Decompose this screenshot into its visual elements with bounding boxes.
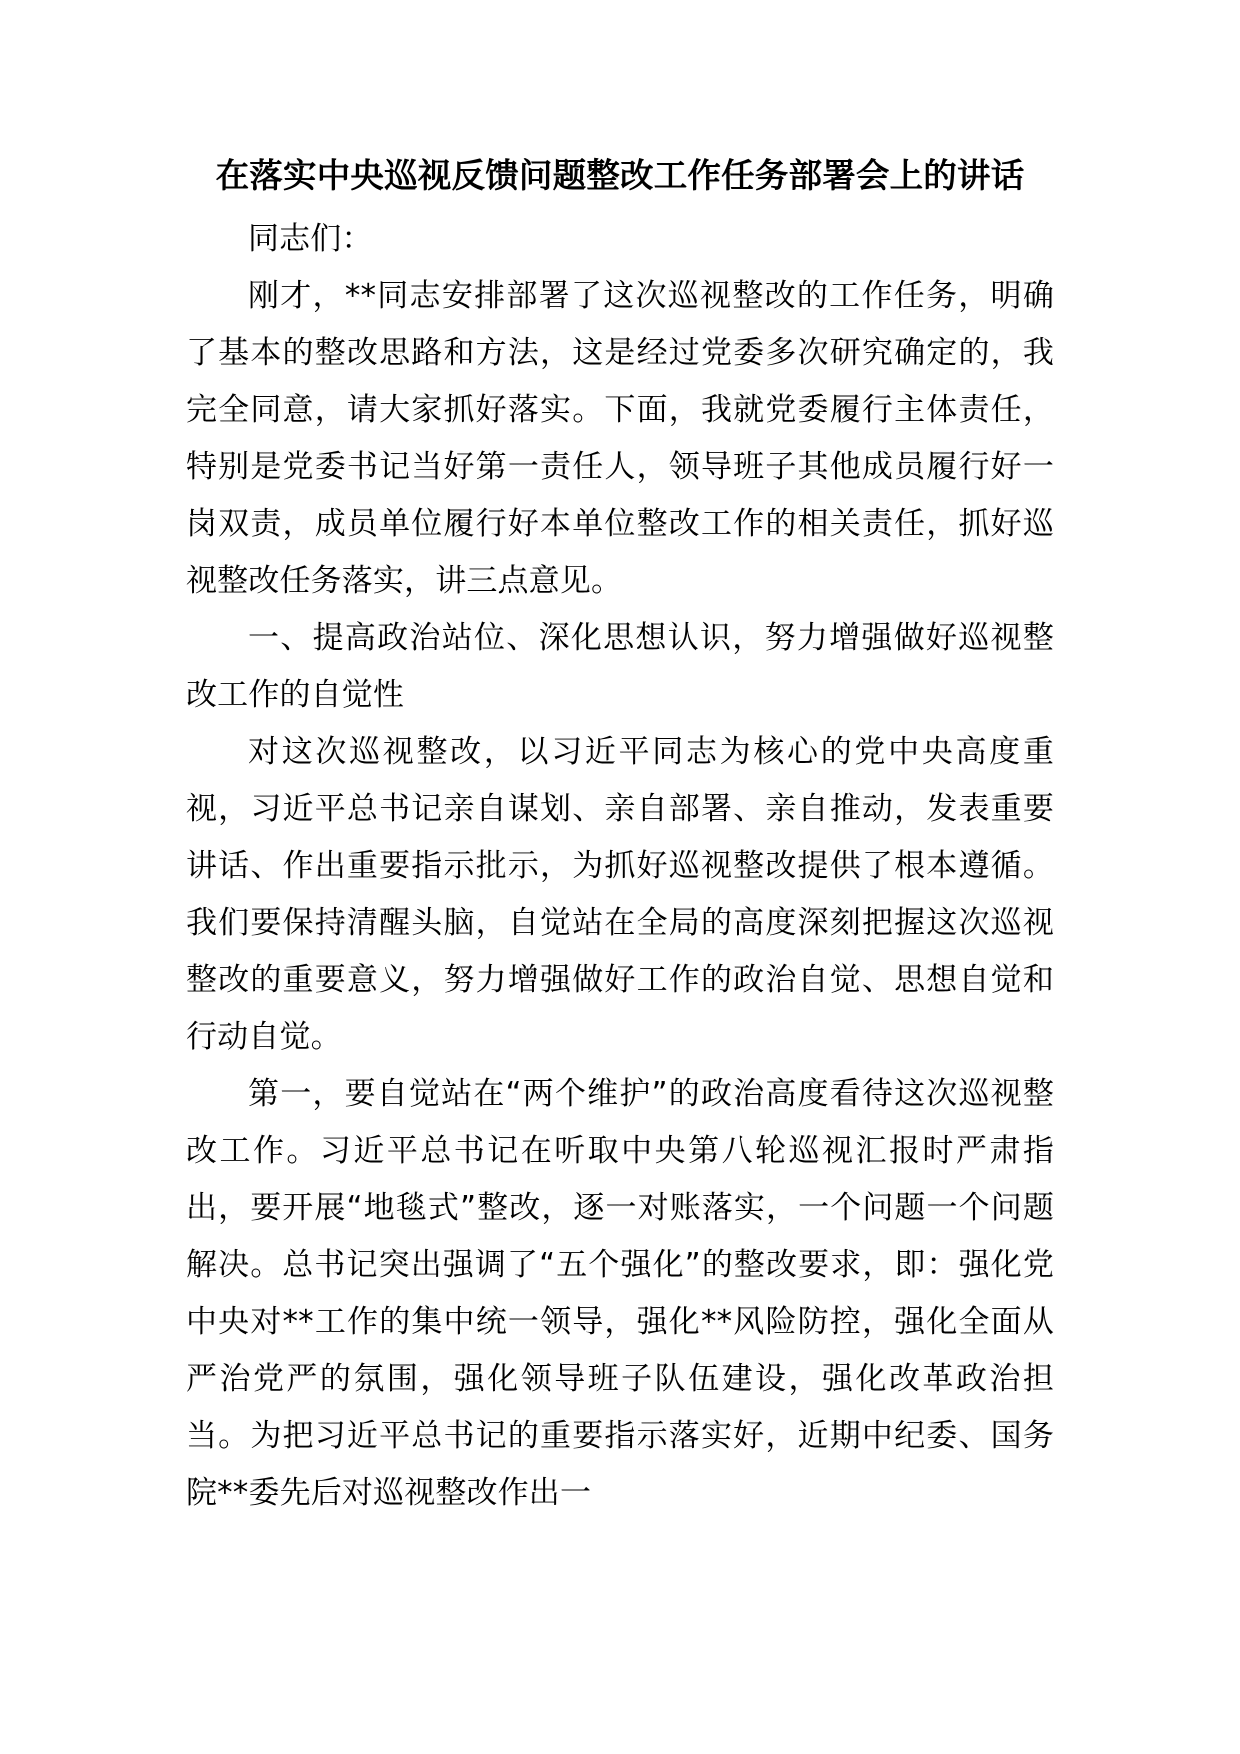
document-body	[186, 150, 1054, 1522]
salutation: 同志们：	[248, 221, 373, 257]
paragraph-opening: 刚才，**同志安排部署了这次巡视整改的工作任务，明确了基本的整改思路和方法，这是经过党委多次研究确定的，我完全同意，请大家抓好落实。下面，我就党委履行主体责任，特别是党委书记当好第一责任人，领导班子其他成员履行好一岗双责，成员单位履行好本单位整改工作的相关责任，抓好巡视整改任务落实，讲三点意见。	[186, 278, 1054, 599]
section-heading-one: 一、提高政治站位、深化思想认识，努力增强做好巡视整改工作的自觉性	[186, 620, 1054, 713]
paragraph-section-one-intro: 对这次巡视整改，以习近平同志为核心的党中央高度重视，习近平总书记亲自谋划、亲自部署、亲自推动，发表重要讲话、作出重要指示批示，为抓好巡视整改提供了根本遵循。我们要保持清醒头脑，自觉站在全局的高度深刻把握这次巡视整改的重要意义，努力增强做好工作的政治自觉、思想自觉和行动自觉。	[186, 734, 1054, 1055]
paragraph-point-one: 第一，要自觉站在“两个维护”的政治高度看待这次巡视整改工作。习近平总书记在听取中央第八轮巡视汇报时严肃指出，要开展“地毯式”整改，逐一对账落实，一个问题一个问题解决。总书记突出强调了“五个强化”的整改要求，即：强化党中央对**工作的集中统一领导，强化**风险防控，强化全面从严治党严的氛围，强化领导班子队伍建设，强化改革政治担当。为把习近平总书记的重要指示落实好，近期中纪委、国务院**委先后对巡视整改作出一	[186, 1076, 1054, 1511]
page-title: 在落实中央巡视反馈问题整改工作任务部署会上的讲话	[215, 156, 1025, 195]
